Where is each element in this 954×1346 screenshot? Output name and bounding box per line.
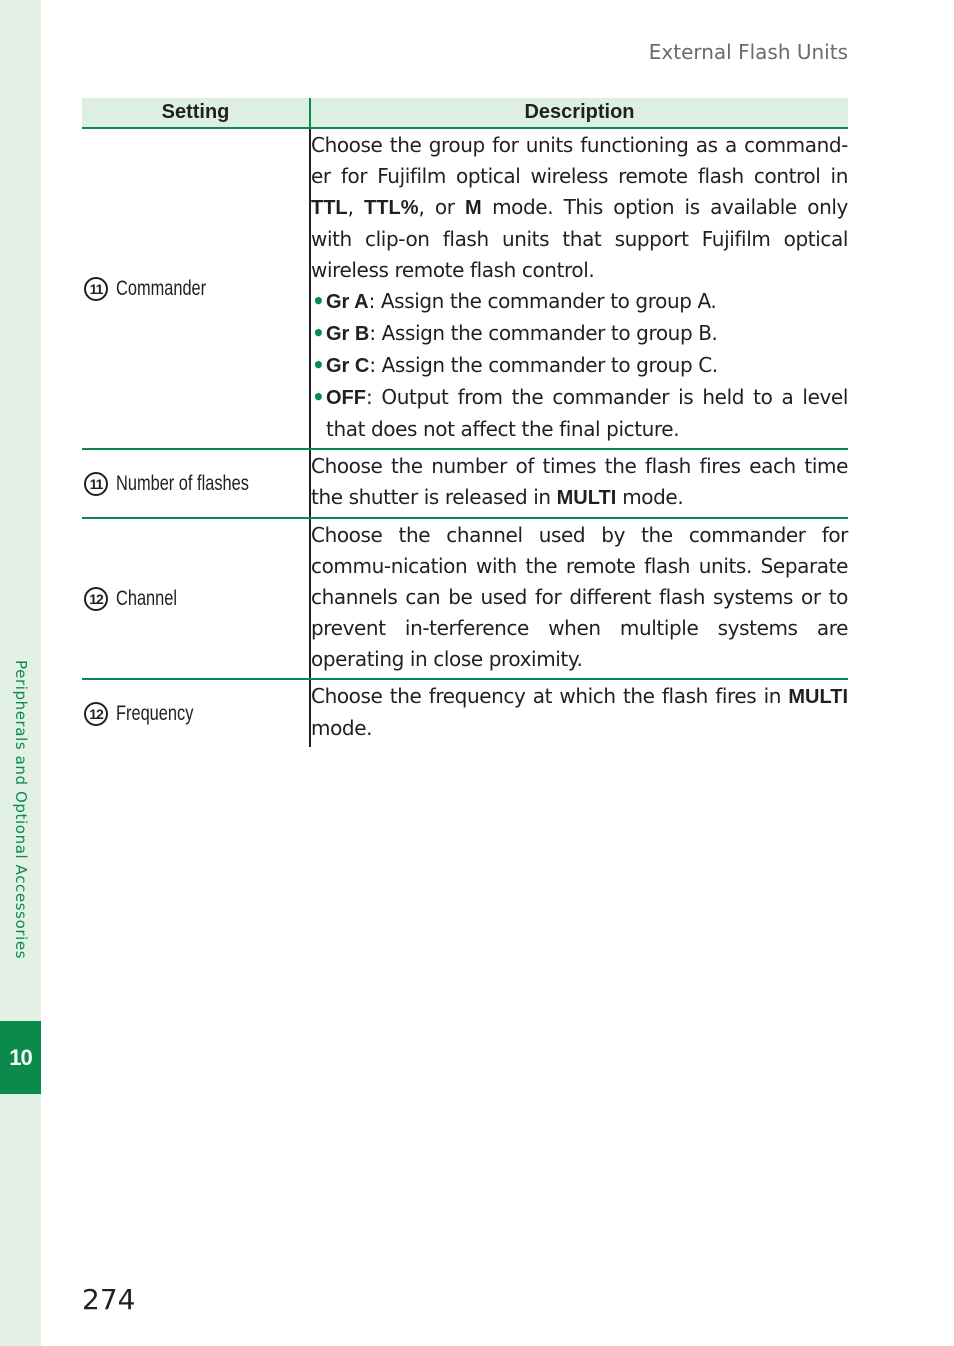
- option-text: : Output from the commander is held to a level that does not affect the final picture.: [326, 385, 848, 441]
- callout-number-icon: 11: [84, 472, 108, 496]
- description-cell: [310, 449, 848, 518]
- option-text: : Assign the commander to group B.: [369, 321, 718, 345]
- description-text: ,: [347, 195, 365, 219]
- mode-keyword: TTL: [311, 197, 348, 219]
- page-number: 274: [82, 1283, 136, 1316]
- mode-keyword: MULTI: [556, 487, 617, 509]
- header-setting: Setting: [82, 98, 310, 128]
- description-cell: [310, 128, 848, 449]
- description-text: Choose the frequency at which the flash fires in: [311, 684, 789, 708]
- table-header-row: [82, 98, 848, 128]
- list-item: [311, 318, 848, 350]
- option-text: : Assign the commander to group C.: [369, 353, 718, 377]
- callout-number-icon: 11: [84, 277, 108, 301]
- mode-keyword: TTL%: [364, 197, 419, 219]
- setting-name: Number of flashes: [116, 471, 249, 495]
- description-cell: [310, 518, 848, 679]
- description-text: Choose the channel used by the commander for commu-nication with the remote flash units. Separate channels can be used for different flash systems or to prevent in-terference when multiple systems are operating in close proximity.: [311, 523, 848, 671]
- setting-name: Channel: [116, 586, 178, 610]
- list-item: [311, 286, 848, 318]
- chapter-side-label: Peripherals and Optional Accessories: [12, 660, 30, 960]
- mode-keyword: M: [464, 197, 482, 219]
- table-row: [82, 449, 848, 518]
- settings-table: [82, 98, 848, 747]
- chapter-tab: 10: [0, 1021, 41, 1094]
- description-text: Choose the group for units functioning as a command-er for Fujifilm optical wireless remote flash control in: [311, 133, 848, 188]
- description-text: mode. This option is available only with clip-on flash units that support Fujifilm optical wireless remote flash control.: [311, 195, 848, 282]
- option-text: : Assign the commander to group A.: [368, 289, 717, 313]
- setting-cell: [82, 128, 310, 449]
- setting-name: Commander: [116, 276, 207, 300]
- list-item: [311, 350, 848, 382]
- option-key: Gr B: [326, 323, 370, 345]
- header-description: Description: [310, 98, 848, 128]
- table-row: [82, 128, 848, 449]
- description-text: mode.: [311, 716, 373, 740]
- option-list: [311, 286, 848, 445]
- setting-cell: [82, 449, 310, 518]
- table-row: [82, 518, 848, 679]
- description-text: Choose the number of times the flash fires each time the shutter is released in: [311, 454, 848, 509]
- option-key: OFF: [326, 387, 366, 409]
- running-head: External Flash Units: [648, 40, 848, 64]
- setting-cell: [82, 518, 310, 679]
- option-key: Gr C: [326, 355, 370, 377]
- setting-name: Frequency: [116, 701, 194, 725]
- option-key: Gr A: [326, 291, 369, 313]
- callout-number-icon: 12: [84, 587, 108, 611]
- description-cell: [310, 679, 848, 747]
- setting-cell: [82, 679, 310, 747]
- mode-keyword: MULTI: [788, 686, 848, 708]
- callout-number-icon: 12: [84, 702, 108, 726]
- list-item: [311, 382, 848, 445]
- description-text: mode.: [616, 485, 684, 509]
- description-text: , or: [418, 195, 465, 219]
- table-row: [82, 679, 848, 747]
